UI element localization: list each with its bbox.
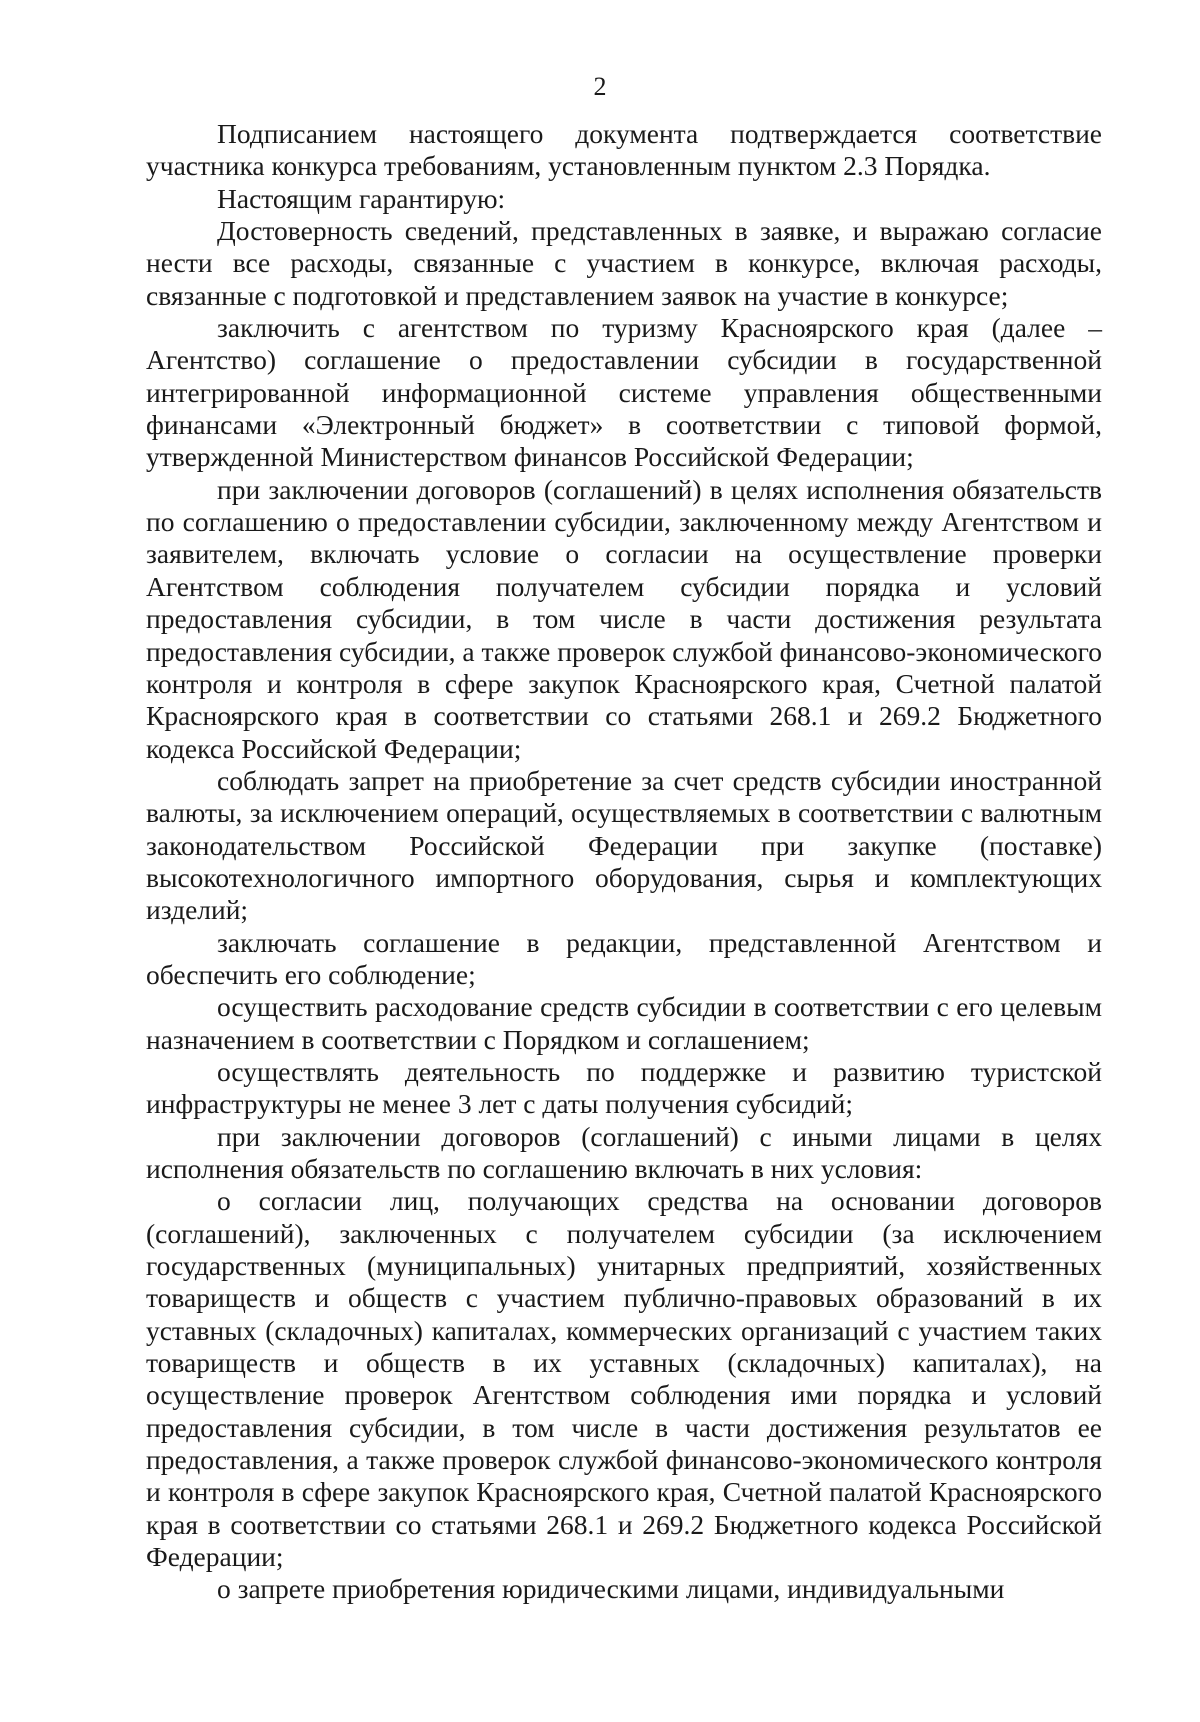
paragraph-targeted-spending: осуществить расходование средств субсидии в соответствии с его целевым назначением в соответствии с Порядком и соглашением; — [146, 991, 1102, 1055]
document-body — [146, 118, 1102, 1606]
paragraph-signature-confirmation: Подписанием настоящего документа подтверждается соответствие участника конкурса требованиям, установленным пунктом 2.3 Порядка. — [146, 118, 1102, 182]
paragraph-purchase-ban: о запрете приобретения юридическими лицами, индивидуальными — [217, 1573, 1005, 1605]
paragraph-agreement-edition: заключать соглашение в редакции, представленной Агентством и обеспечить его соблюдение; — [146, 926, 1102, 990]
paragraph-contract-conditions: при заключении договоров (соглашений) с иными лицами в целях исполнения обязательств по соглашению включать в них условия: — [146, 1120, 1102, 1184]
paragraph-guarantee-intro: Настоящим гарантирую: — [217, 182, 506, 214]
paragraph-reliability: Достоверность сведений, представленных в заявке, и выражаю согласие нести все расходы, связанные с участием в конкурсе, включая расходы, связанные с подготовкой и представлением заявок на участие в конкурсе; — [146, 215, 1102, 311]
paragraph-currency-ban: соблюдать запрет на приобретение за счет средств субсидии иностранной валюты, за исключением операций, осуществляемых в соответствии с валютным законодательством Российской Федерации при закупке (поставке) высокотехнологичного импортного оборудования, сырья и комплектующих изделий; — [146, 764, 1102, 926]
paragraph-contracts-audit: при заключении договоров (соглашений) в целях исполнения обязательств по соглашению о предоставлении субсидии, заключенному между Агентством и заявителем, включать условие о согласии на осуществление проверки Агентством соблюдения получателем субсидии порядка и условий предоставления субсидии, в том числе в части достижения результата предоставления субсидии, а также проверок службой финансово-экономического контроля и контроля в сфере закупок Красноярского края, Счетной палатой Красноярского края в соответствии со статьями 268.1 и 269.2 Бюджетного кодекса Российской Федерации; — [146, 473, 1102, 764]
paragraph-consent-of-persons: о согласии лиц, получающих средства на основании договоров (соглашений), заключенных с получателем субсидии (за исключением государственных (муниципальных) унитарных предприятий, хозяйственных товариществ и обществ с участием публично-правовых образований в их уставных (складочных) капиталах, коммерческих организаций с участием таких товариществ и обществ в их уставных (складочных) капиталах), на осуществление проверок Агентством соблюдения ими порядка и условий предоставления субсидии, в том числе в части достижения результатов ее предоставления, а также проверок службой финансово-экономического контроля и контроля в сфере закупок Красноярского края, Счетной палатой Красноярского края в соответствии со статьями 268.1 и 269.2 Бюджетного кодекса Российской Федерации; — [146, 1185, 1102, 1573]
paragraph-infrastructure-activity: осуществлять деятельность по поддержке и развитию туристской инфраструктуры не менее 3 лет с даты получения субсидий; — [146, 1055, 1102, 1120]
paragraph-conclude-agreement: заключить с агентством по туризму Красноярского края (далее – Агентство) соглашение о предоставлении субсидии в государственной интегрированной информационной системе управления общественными финансами «Электронный бюджет» в соответствии с типовой формой, утвержденной Министерством финансов Российской Федерации; — [146, 312, 1102, 473]
page-number: 2 — [593, 72, 607, 101]
